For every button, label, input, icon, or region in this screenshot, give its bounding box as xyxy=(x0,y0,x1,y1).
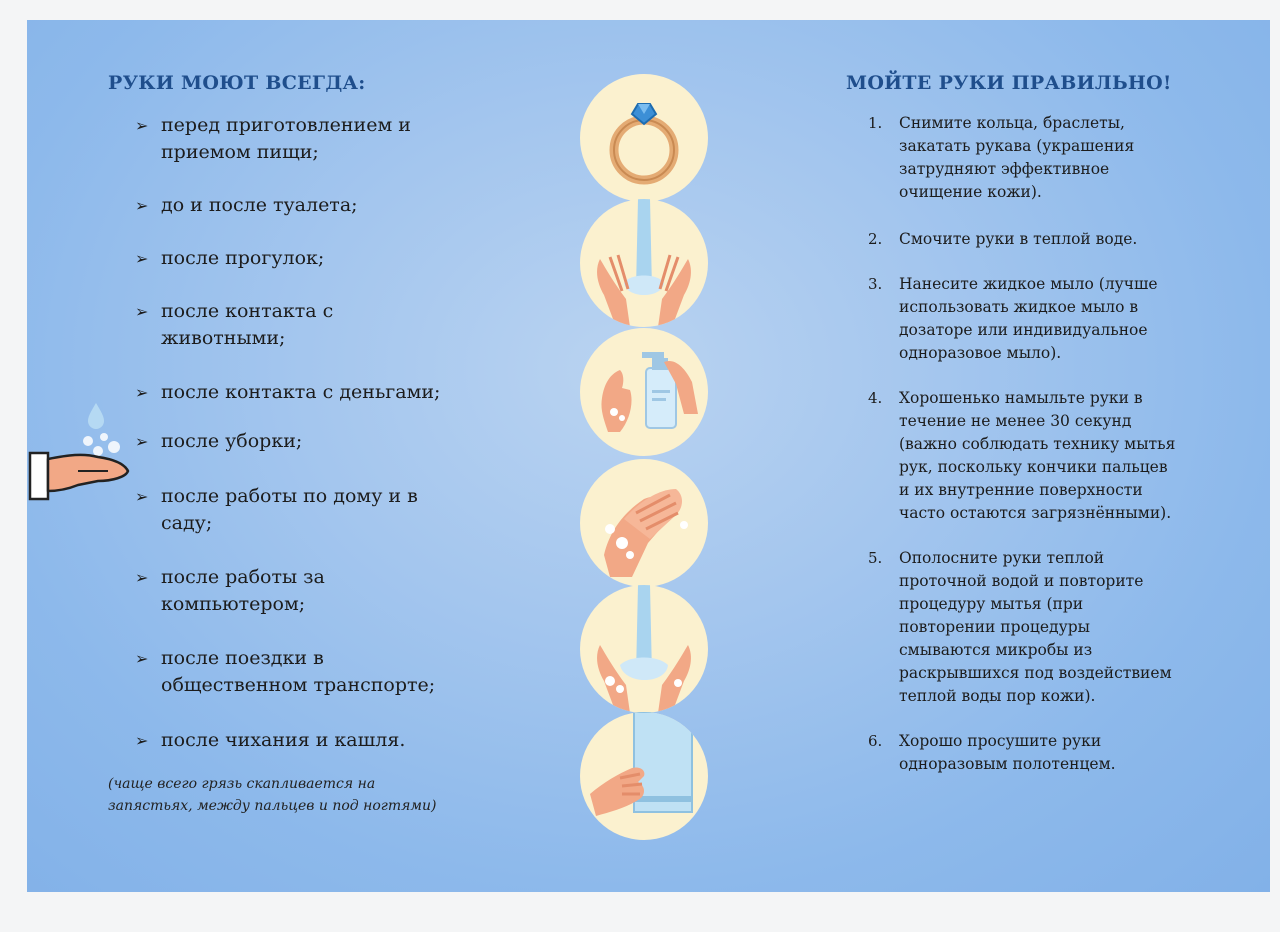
arrow-bullet-icon: ➢ xyxy=(135,649,149,668)
step-item: 3. Нанесите жидкое мыло (лучше использовать жидкое мыло в дозаторе или индивидуальное одноразовое мыло). xyxy=(868,275,1158,362)
step-item: 2. Смочите руки в теплой воде. xyxy=(868,230,1138,248)
always-wash-title: РУКИ МОЮТ ВСЕГДА: xyxy=(108,72,366,94)
list-item-text: животными; xyxy=(161,327,286,349)
list-item xyxy=(135,379,455,406)
ring-icon xyxy=(580,74,708,202)
list-item-text: после работы по дому и в xyxy=(161,485,418,507)
list-item-text: после контакта с деньгами; xyxy=(161,381,441,403)
list-item-text: после поездки в xyxy=(161,647,324,669)
arrow-bullet-icon: ➢ xyxy=(135,383,149,402)
arrow-bullet-icon: ➢ xyxy=(135,432,149,451)
rinse-again-icon xyxy=(580,585,708,713)
step-item: 5. Ополосните руки теплой проточной водой и повторите процедуру мытья (при повторении процедуры смываются микробы из раскрывшихся под воздействием теплой воды пор кожи). xyxy=(868,549,1172,705)
dirt-note: (чаще всего грязь скапливается на запястьях, между пальцев и под ногтями) xyxy=(108,776,437,814)
list-item-text: после чихания и кашля. xyxy=(161,729,406,751)
list-item xyxy=(135,483,455,537)
list-item-text: компьютером; xyxy=(161,593,306,615)
list-item xyxy=(135,564,455,618)
list-item xyxy=(135,192,455,219)
list-item xyxy=(135,645,455,699)
list-item-text: после уборки; xyxy=(161,430,303,452)
step-item: 4. Хорошенько намыльте руки в течение не менее 30 секунд (важно соблюдать технику мытья рук, поскольку кончики пальцев и их внутренние поверхности часто остаются загрязнёнными). xyxy=(868,389,1176,522)
towel-dry-icon xyxy=(580,712,708,840)
list-item-text: саду; xyxy=(161,512,213,534)
list-item xyxy=(135,112,455,166)
list-item-text: после контакта с xyxy=(161,300,334,322)
rinse-hands-icon xyxy=(580,199,708,327)
arrow-bullet-icon: ➢ xyxy=(135,302,149,321)
list-item xyxy=(135,298,455,352)
washing-hand-icon xyxy=(28,395,138,505)
list-item xyxy=(135,245,455,272)
arrow-bullet-icon: ➢ xyxy=(135,116,149,135)
wash-steps-list xyxy=(868,112,1188,776)
list-item xyxy=(135,727,455,754)
soap-dispenser-icon xyxy=(580,328,708,456)
list-item-text: перед приготовлением и xyxy=(161,114,411,136)
arrow-bullet-icon: ➢ xyxy=(135,487,149,506)
list-item-text: приемом пищи; xyxy=(161,141,319,163)
lather-hands-icon xyxy=(580,459,708,587)
arrow-bullet-icon: ➢ xyxy=(135,731,149,750)
always-wash-list xyxy=(135,112,455,754)
arrow-bullet-icon: ➢ xyxy=(135,249,149,268)
list-item-text: после прогулок; xyxy=(161,247,325,269)
step-item: 6. Хорошо просушите руки одноразовым полотенцем. xyxy=(868,732,1116,773)
arrow-bullet-icon: ➢ xyxy=(135,196,149,215)
list-item xyxy=(135,428,455,455)
list-item-text: после работы за xyxy=(161,566,325,588)
list-item-text: до и после туалета; xyxy=(161,194,358,216)
wash-correctly-title: МОЙТЕ РУКИ ПРАВИЛЬНО! xyxy=(846,72,1172,94)
list-item-text: общественном транспорте; xyxy=(161,674,436,696)
arrow-bullet-icon: ➢ xyxy=(135,568,149,587)
step-item: 1. Снимите кольца, браслеты, закатать рукава (украшения затрудняют эффективное очищение кожи). xyxy=(868,114,1135,201)
